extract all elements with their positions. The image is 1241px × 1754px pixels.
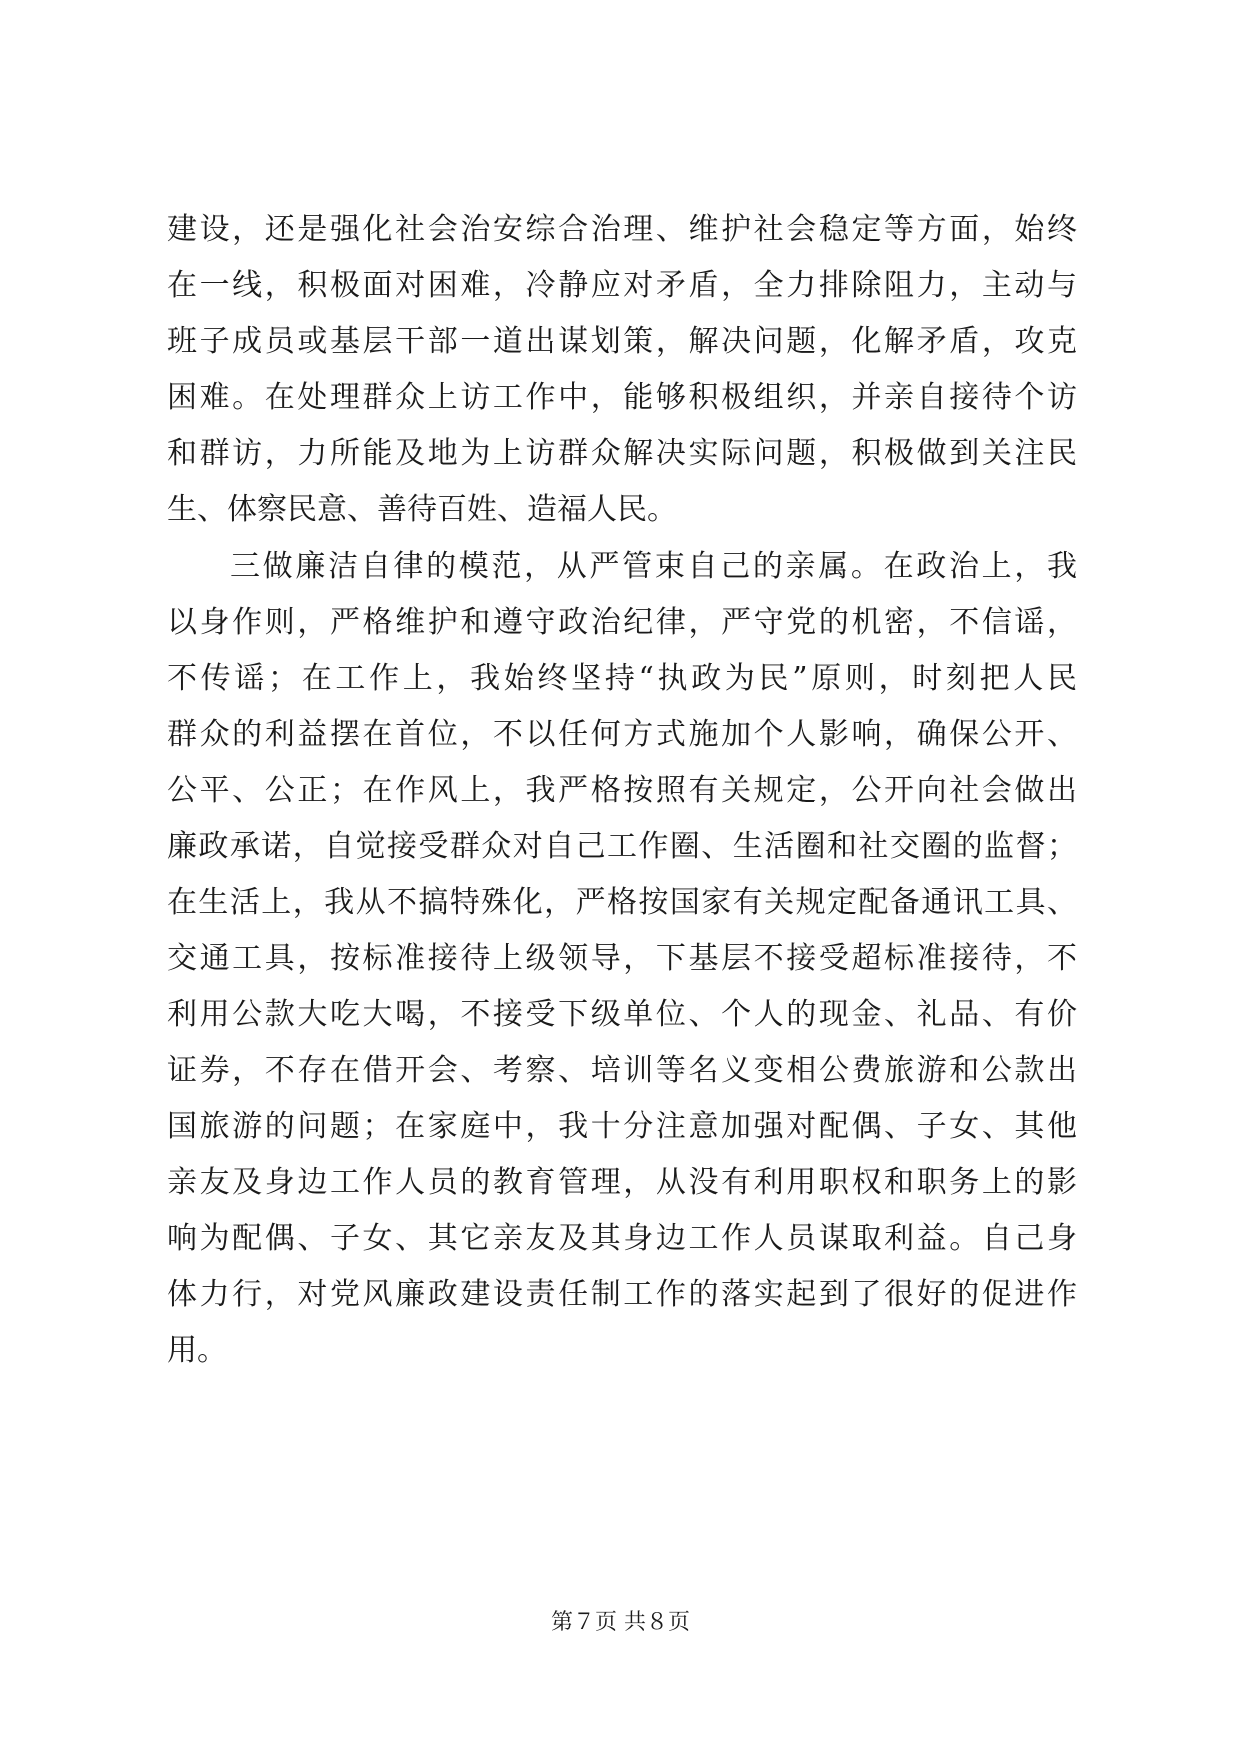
body-text-line: 以身作则，严格维护和遵守政治纪律，严守党的机密，不信谣， — [167, 605, 1077, 640]
body-text-line: 用。 — [167, 1333, 227, 1368]
body-text-line: 班子成员或基层干部一道出谋划策，解决问题，化解矛盾，攻克 — [167, 324, 1077, 359]
body-text-line: 亲友及身边工作人员的教育管理，从没有利用职权和职务上的影 — [167, 1165, 1077, 1200]
body-text-line: 在一线，积极面对困难，冷静应对矛盾，全力排除阻力，主动与 — [167, 268, 1077, 303]
body-text-line: 困难。在处理群众上访工作中，能够积极组织，并亲自接待个访 — [167, 380, 1077, 415]
body-text-line: 廉政承诺，自觉接受群众对自己工作圈、生活圈和社交圈的监督； — [167, 829, 1077, 864]
body-text-line: 响为配偶、子女、其它亲友及其身边工作人员谋取利益。自己身 — [167, 1221, 1077, 1256]
body-text-line: 公平、公正；在作风上，我严格按照有关规定，公开向社会做出 — [167, 773, 1077, 808]
body-text-line: 生、体察民意、善待百姓、造福人民。 — [167, 492, 677, 527]
page-number-footer: 第７页 共８页 — [551, 1610, 690, 1635]
body-text-line: 利用公款大吃大喝，不接受下级单位、个人的现金、礼品、有价 — [167, 997, 1077, 1032]
body-text-line: 不传谣；在工作上，我始终坚持“执政为民”原则，时刻把人民 — [167, 661, 1077, 696]
body-text-line: 和群访，力所能及地为上访群众解决实际问题，积极做到关注民 — [167, 436, 1077, 471]
body-text-line: 建设，还是强化社会治安综合治理、维护社会稳定等方面，始终 — [167, 212, 1077, 247]
body-text-line: 证券，不存在借开会、考察、培训等名义变相公费旅游和公款出 — [167, 1053, 1077, 1088]
body-text-line: 国旅游的问题；在家庭中，我十分注意加强对配偶、子女、其他 — [167, 1109, 1077, 1144]
paragraph-first-line: 三做廉洁自律的模范，从严管束自己的亲属。在政治上，我 — [230, 549, 1077, 584]
body-text-line: 在生活上，我从不搞特殊化，严格按国家有关规定配备通讯工具、 — [167, 885, 1077, 920]
body-text-line: 交通工具，按标准接待上级领导，下基层不接受超标准接待，不 — [167, 941, 1077, 976]
body-text-line: 体力行，对党风廉政建设责任制工作的落实起到了很好的促进作 — [167, 1277, 1077, 1312]
body-text-line: 群众的利益摆在首位，不以任何方式施加个人影响，确保公开、 — [167, 717, 1077, 752]
